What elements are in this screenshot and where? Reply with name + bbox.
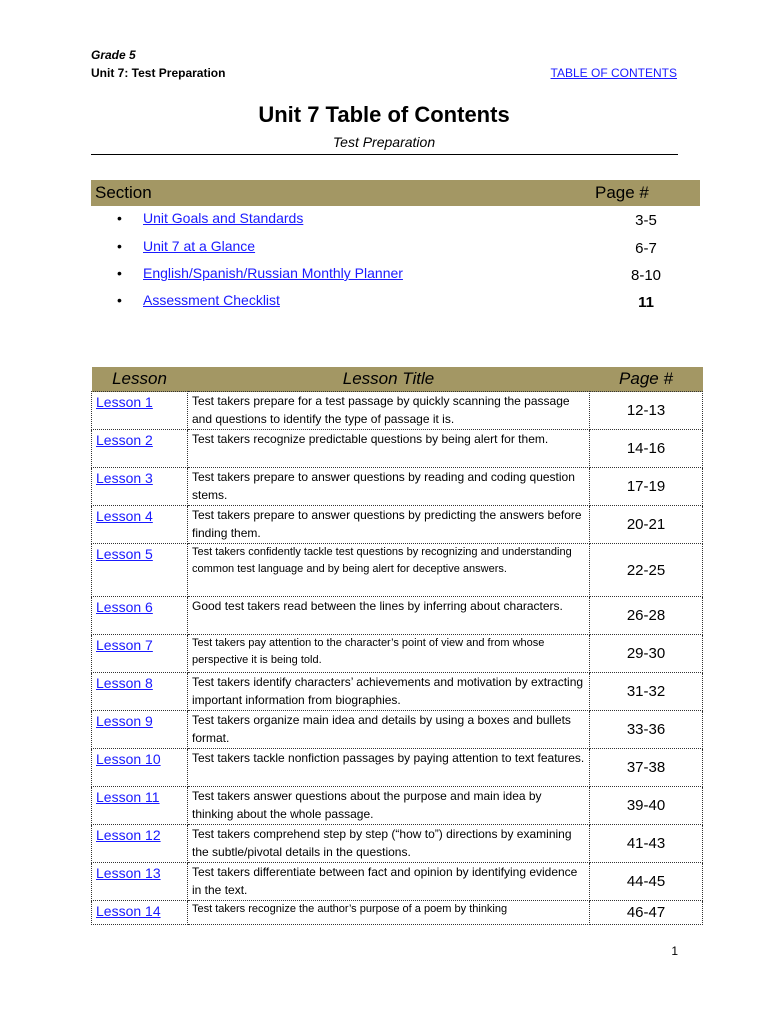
section-row — [91, 263, 700, 289]
lesson-cell — [92, 544, 188, 597]
lesson-title: Test takers differentiate between fact and opinion by identifying evidence in the text. — [188, 863, 590, 901]
lesson-pages: 26-28 — [590, 597, 703, 635]
lesson-pages: 20-21 — [590, 506, 703, 544]
page-subtitle: Test Preparation — [332, 134, 436, 150]
lesson-title: Test takers organize main idea and details by using a boxes and bullets format. — [188, 711, 590, 749]
lesson-cell — [92, 506, 188, 544]
lesson-link[interactable]: Lesson 3 — [96, 470, 153, 486]
lesson-title: Test takers confidently tackle test questions by recognizing and understanding common test language and by being alert for deceptive answers. — [188, 544, 590, 597]
lesson-pages: 22-25 — [590, 544, 703, 597]
section-link[interactable]: Assessment Checklist — [143, 292, 280, 308]
bullet-icon: • — [117, 210, 122, 226]
lesson-cell — [92, 711, 188, 749]
lesson-title: Test takers answer questions about the purpose and main idea by thinking about the whole passage. — [188, 787, 590, 825]
lesson-link[interactable]: Lesson 2 — [96, 432, 153, 448]
page-column-header: Page # — [590, 367, 703, 392]
lesson-link[interactable]: Lesson 5 — [96, 546, 153, 562]
lesson-cell — [92, 863, 188, 901]
section-link[interactable]: Unit Goals and Standards — [143, 210, 304, 226]
page-title: Unit 7 Table of Contents — [258, 102, 510, 127]
lesson-title: Test takers prepare to answer questions by reading and coding question stems. — [188, 468, 590, 506]
lesson-cell — [92, 901, 188, 925]
section-pages: 6-7 — [635, 240, 657, 257]
table-row — [92, 392, 703, 430]
section-link[interactable]: English/Spanish/Russian Monthly Planner — [143, 265, 403, 281]
lesson-title: Test takers identify characters’ achievements and motivation by extracting important information from biographies. — [188, 673, 590, 711]
table-of-contents-link[interactable]: TABLE OF CONTENTS — [550, 66, 677, 80]
lesson-pages: 39-40 — [590, 787, 703, 825]
table-row — [92, 430, 703, 468]
lesson-pages: 37-38 — [590, 749, 703, 787]
lesson-title: Test takers prepare for a test passage by quickly scanning the passage and questions to identify the type of passage it is. — [188, 392, 590, 430]
lesson-pages: 33-36 — [590, 711, 703, 749]
lesson-title: Good test takers read between the lines by inferring about characters. — [188, 597, 590, 635]
table-row — [92, 901, 703, 925]
lesson-pages: 31-32 — [590, 673, 703, 711]
table-row — [92, 506, 703, 544]
bullet-icon: • — [117, 238, 122, 254]
lesson-title: Test takers pay attention to the character’s point of view and from whose perspective it is being told. — [188, 635, 590, 673]
section-pages: 3-5 — [635, 212, 657, 229]
lesson-cell — [92, 468, 188, 506]
header-grade: Grade 5 — [91, 48, 136, 62]
lesson-cell — [92, 673, 188, 711]
lesson-cell — [92, 787, 188, 825]
lesson-column-header: Lesson — [92, 367, 188, 392]
section-row — [91, 208, 700, 234]
lesson-cell — [92, 392, 188, 430]
lesson-title: Test takers recognize the author’s purpose of a poem by thinking — [188, 901, 590, 925]
page-column-header: Page # — [595, 183, 649, 202]
lesson-link[interactable]: Lesson 8 — [96, 675, 153, 691]
table-row — [92, 597, 703, 635]
lesson-link[interactable]: Lesson 10 — [96, 751, 161, 767]
lesson-title: Test takers recognize predictable questions by being alert for them. — [188, 430, 590, 468]
table-row — [92, 635, 703, 673]
lesson-link[interactable]: Lesson 9 — [96, 713, 153, 729]
lesson-link[interactable]: Lesson 6 — [96, 599, 153, 615]
section-pages: 8-10 — [630, 267, 662, 284]
section-row — [91, 236, 700, 262]
table-row — [92, 863, 703, 901]
lesson-cell — [92, 749, 188, 787]
lessons-table — [91, 367, 703, 925]
lesson-link[interactable]: Lesson 11 — [96, 789, 160, 805]
lessons-table-header — [92, 367, 703, 392]
lesson-link[interactable]: Lesson 13 — [96, 865, 161, 881]
lesson-link[interactable]: Lesson 7 — [96, 637, 153, 653]
title-divider — [91, 154, 678, 155]
lesson-cell — [92, 825, 188, 863]
lesson-pages: 14-16 — [590, 430, 703, 468]
lesson-pages: 29-30 — [590, 635, 703, 673]
lesson-cell — [92, 635, 188, 673]
lesson-title-column-header: Lesson Title — [188, 367, 590, 392]
lesson-title: Test takers comprehend step by step (“how to”) directions by examining the subtle/pivotal details in the questions. — [188, 825, 590, 863]
lesson-link[interactable]: Lesson 4 — [96, 508, 153, 524]
lesson-title: Test takers tackle nonfiction passages by paying attention to text features. — [188, 749, 590, 787]
table-row — [92, 544, 703, 597]
lesson-pages: 44-45 — [590, 863, 703, 901]
lesson-title: Test takers prepare to answer questions by predicting the answers before finding them. — [188, 506, 590, 544]
lesson-pages: 41-43 — [590, 825, 703, 863]
sections-table-header — [91, 180, 700, 206]
page-number: 1 — [671, 944, 678, 958]
table-row — [92, 468, 703, 506]
table-row — [92, 673, 703, 711]
lesson-cell — [92, 430, 188, 468]
section-link[interactable]: Unit 7 at a Glance — [143, 238, 256, 254]
lesson-pages: 46-47 — [590, 901, 703, 925]
bullet-icon: • — [117, 292, 122, 308]
table-row — [92, 749, 703, 787]
lesson-link[interactable]: Lesson 14 — [96, 903, 161, 919]
lesson-link[interactable]: Lesson 12 — [96, 827, 161, 843]
section-column-header: Section — [95, 183, 152, 202]
header-unit: Unit 7: Test Preparation — [91, 66, 226, 80]
table-row — [92, 711, 703, 749]
bullet-icon: • — [117, 265, 122, 281]
section-row — [91, 290, 700, 316]
lesson-link[interactable]: Lesson 1 — [96, 394, 153, 410]
table-row — [92, 825, 703, 863]
lesson-pages: 17-19 — [590, 468, 703, 506]
lesson-pages: 12-13 — [590, 392, 703, 430]
table-row — [92, 787, 703, 825]
lesson-cell — [92, 597, 188, 635]
section-pages: 11 — [638, 294, 654, 311]
